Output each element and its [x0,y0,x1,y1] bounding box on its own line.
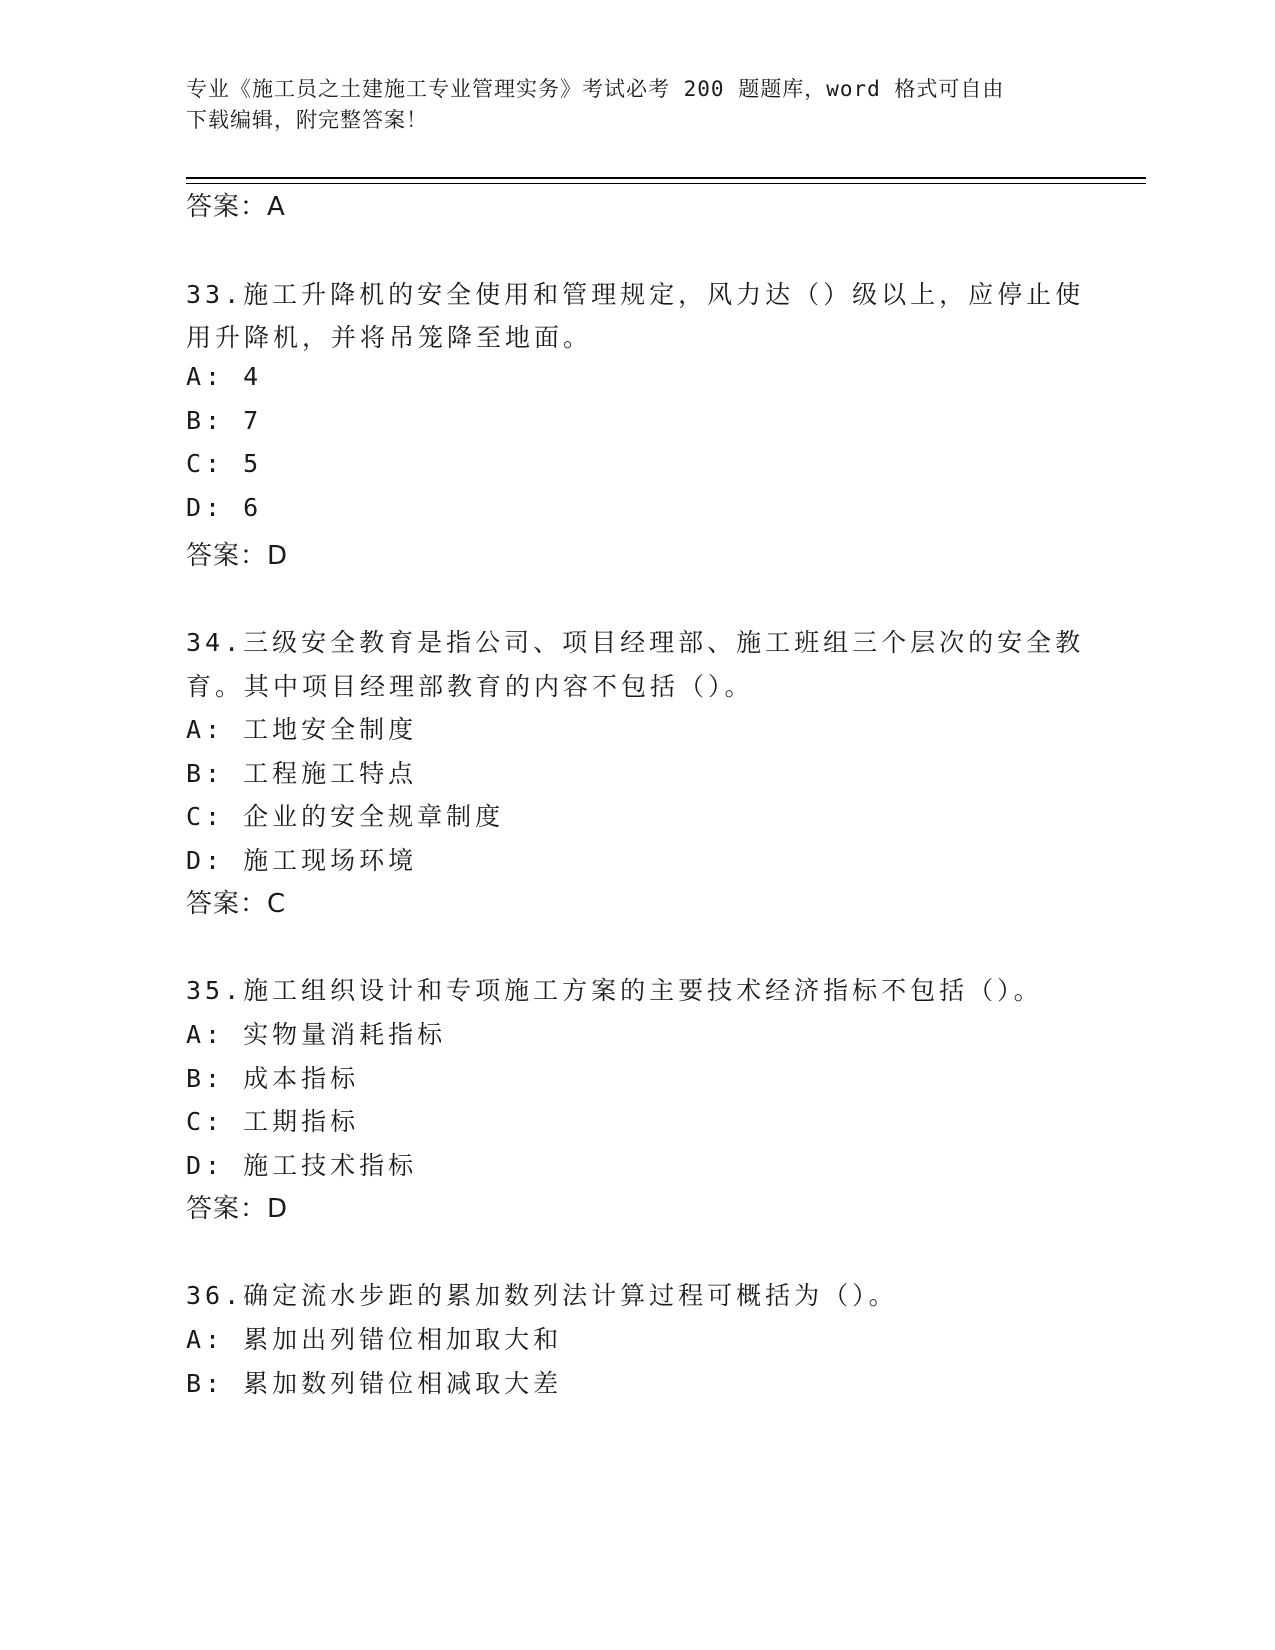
question-33-answer: 答案：D [186,541,289,571]
question-36-option-a: A: 累加出列错位相加取大和 [186,1325,563,1354]
question-33-option-a: A: 4 [186,362,263,391]
question-34-option-d: D: 施工现场环境 [186,846,418,875]
question-33-option-b: B: 7 [186,406,263,435]
question-34-option-b: B: 工程施工特点 [186,759,418,788]
answer-text: 答案：A [186,192,286,222]
question-35-stem-line-1: 35.施工组织设计和专项施工方案的主要技术经济指标不包括（）。 [186,976,1043,1005]
question-35-option-b: B: 成本指标 [186,1064,360,1093]
question-33-option-c: C: 5 [186,449,263,478]
question-33-stem-line-2: 用升降机，并将吊笼降至地面。 [186,323,593,352]
question-35-option-d: D: 施工技术指标 [186,1151,418,1180]
question-35-option-c: C: 工期指标 [186,1107,360,1136]
question-34-option-c: C: 企业的安全规章制度 [186,802,505,831]
question-34-answer: 答案：C [186,889,287,919]
question-34-stem-line-2: 育。其中项目经理部教育的内容不包括（）。 [186,672,754,701]
question-33-option-d: D: 6 [186,493,263,522]
header-line-2: 下载编辑，附完整答案！ [186,108,428,132]
question-34-option-a: A: 工地安全制度 [186,715,418,744]
header-line-1: 专业《施工员之土建施工专业管理实务》考试必考 200 题题库，word 格式可自由 [186,77,1005,101]
question-35-option-a: A: 实物量消耗指标 [186,1020,447,1049]
question-34-stem-line-1: 34.三级安全教育是指公司、项目经理部、施工班组三个层次的安全教 [186,628,1085,657]
document-header [186,74,1066,136]
question-36-stem-line-1: 36.确定流水步距的累加数列法计算过程可概括为（）。 [186,1281,898,1310]
question-35-answer: 答案：D [186,1194,289,1224]
header-rule-thin [186,183,1146,184]
header-rule-thick [186,177,1146,179]
question-36-option-b: B: 累加数列错位相减取大差 [186,1369,563,1398]
question-33-stem-line-1: 33.施工升降机的安全使用和管理规定，风力达（）级以上，应停止使 [186,280,1085,309]
